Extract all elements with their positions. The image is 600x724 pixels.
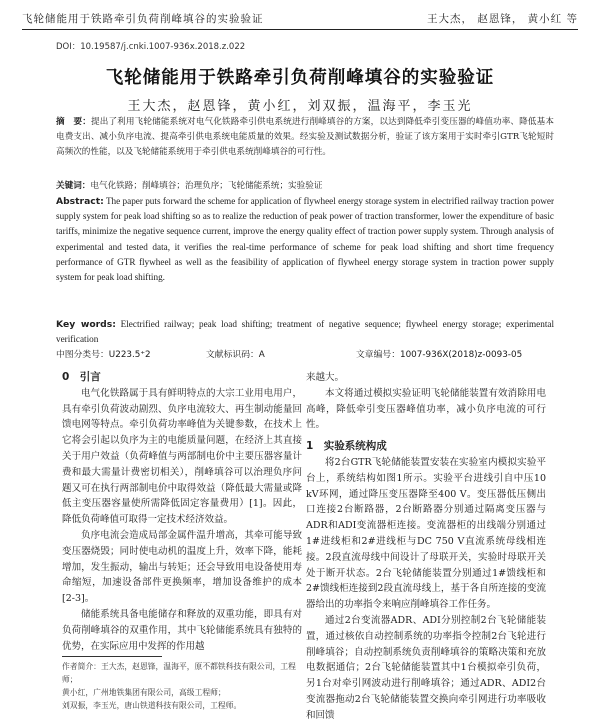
clc-number: 中图分类号：U223.5⁺2 [56,350,151,360]
paragraph: 电气化铁路属于具有鲜明特点的大宗工业用电用户，具有牵引负荷波动剧烈、负序电流较大、再生制动能量回馈电网等特点。牵引负荷功率峰值为关键参数，在技术上它将会引起以负序为主的电能质量问题，在经济上其直接关于用户效益（负荷峰值与两部制电价中主要压器容量计费和最大需量计费密切相关），削峰填谷可以治理负序问题又可在执行两部制电价中取得效益（降低最大需量或降低主变压器容量使所需降低固定容量费用）[1]。因此，降低负荷峰值可取得一定技术经济效益。 [62,387,302,526]
section-heading: 0 引言 [62,371,101,383]
section-heading: 1 实验系统构成 [306,440,387,453]
running-header [22,8,578,28]
keywords-en-text: Electrified railway; peak load shifting; treatment of negative sequence; flywheel energy storage; experimental verification [56,319,554,345]
abstract-en-text: The paper puts forward the scheme for application of flywheel energy storage system in electrified railway traction power supply system for peak load shifting so as to realize the reduction of peak power of traction transformer, lower the expenditure of basic tariffs, minimize the negative sequence current, improve the energy quality effect of traction power supply system. Through analysis of experimental and tested data, it verifies the real-time performance of scheme for peak load shifting and short time frequency performance of GTR flywheel as well as the feasibility of application of flywheel energy storage system in traction power supply system for peak load shifting. [56,196,554,283]
footnote-rule [62,656,162,657]
abstract-zh-label: 摘 要： [56,117,91,127]
keywords-en [56,317,554,347]
running-header-left: 飞轮储能用于铁路牵引负荷削峰填谷的实验验证 [22,12,264,25]
abstract-en-label: Abstract: [56,196,104,207]
authors: 王大杰，赵恩锋，黄小红，刘双振，温海平，李玉光 [127,99,473,114]
doi: DOI：10.19587/j.cnki.1007-936x.2018.z.022 [56,42,246,52]
abstract-zh-text: 提出了利用飞轮储能系统对电气化铁路牵引供电系统进行削峰填谷的方案，以达到降低牵引变压器的峰值功率、降低基本电费支出、减小负序电流、提高牵引供电系统电能质量的效果。经实验及测试数据分析，验证了该方案用于实时牵引GTR飞轮短时高频次的性能，以及飞轮储能系统用于牵引供电系统削峰填谷的可行性。 [56,117,554,157]
paragraph: 将2台GTR飞轮储能装置安装在实验室内模拟实验平台上，系统结构如图1所示。实验平台进线引自中压10 kV环网，通过降压变压器降至400 V。变压器低压侧出口连接2台断路器，2台断路器分别通过隔离变压器与ADR和ADI变流器柜连接。变流器柜的出线端分别通过1#进线柜和2#进线柜与DC 750 V直流系统母线相连接。2段直流母线中间设计了母联开关，实验时母联开关处于断开状态。2台飞轮储能装置分别通过1#馈线柜和2#馈线柜连接到2段直流母线上，基于各自所连接的变流器给出的功率指令来响应削峰填谷工作任务。 [306,456,546,611]
abstract-en [56,194,554,285]
article-meta [56,347,554,360]
paragraph: 储能系统具备电能储存和释放的双重功能，即具有对负荷削峰填谷的双重作用，其中飞轮储能系统具有独特的优势，在实际应用中发挥的作用越 [62,608,302,652]
document-code: 文献标识码：A [206,350,265,360]
body-column-left [62,370,302,654]
keywords-en-label: Key words: [56,319,116,330]
footnote-line: 作者简介：王大杰，赵恩锋，温海平，原不都铁科技有限公司，工程师； [62,662,296,684]
keywords-zh [56,179,554,194]
footnote-line: 黄小红，广州地铁集团有限公司，高级工程师； [62,688,226,697]
keywords-zh-label: 关键词： [56,181,91,191]
paragraph: 本文将通过模拟实验证明飞轮储能装置有效消除用电高峰，降低牵引变压器峰值功率，减小负序电流的可行性。 [306,387,546,431]
paragraph: 来越大。 [306,372,345,383]
running-header-right: 王大杰， 赵恩锋， 黄小红 等 [426,12,578,25]
paper-title: 飞轮储能用于铁路牵引负荷削峰填谷的实验验证 [105,68,495,88]
article-number: 文章编号：1007-936X(2018)z-0093-05 [356,350,523,360]
footnote [62,660,302,712]
keywords-zh-text: 电气化铁路；削峰填谷；治理负序；飞轮储能系统；实验验证 [90,181,323,191]
footnote-line: 刘双振，李玉光，唐山铁道科技有限公司，工程师。 [62,701,242,710]
paragraph: 负序电流会造成局部金属件温升增高，其牵可能导致变压器烧毁；同时使电动机的温度上升，效率下降，能耗增加，发生振动，输出与转矩；还会导致用电设备使用寿命缩短，加速设备部件更换频率，增加设备维护的成本[2-3]。 [62,529,302,605]
body-column-right [306,370,546,724]
header-rule [22,29,578,30]
abstract-zh [56,115,554,160]
paragraph: 通过2台变流器ADR、ADI分别控制2台飞轮储能装置，通过核依自动控制系统的功率指令控制2台飞轮进行削峰填谷；自动控制系统负责削峰填谷的策略决策和充放电数据通信；2台飞轮储能装置其中1台模拟牵引负荷，另1台对牵引网波动进行削峰填谷；通过ADR、ADI2台变流器拖动2台飞轮储能装置交换向牵引网进行功率吸收和回馈 [306,614,546,721]
